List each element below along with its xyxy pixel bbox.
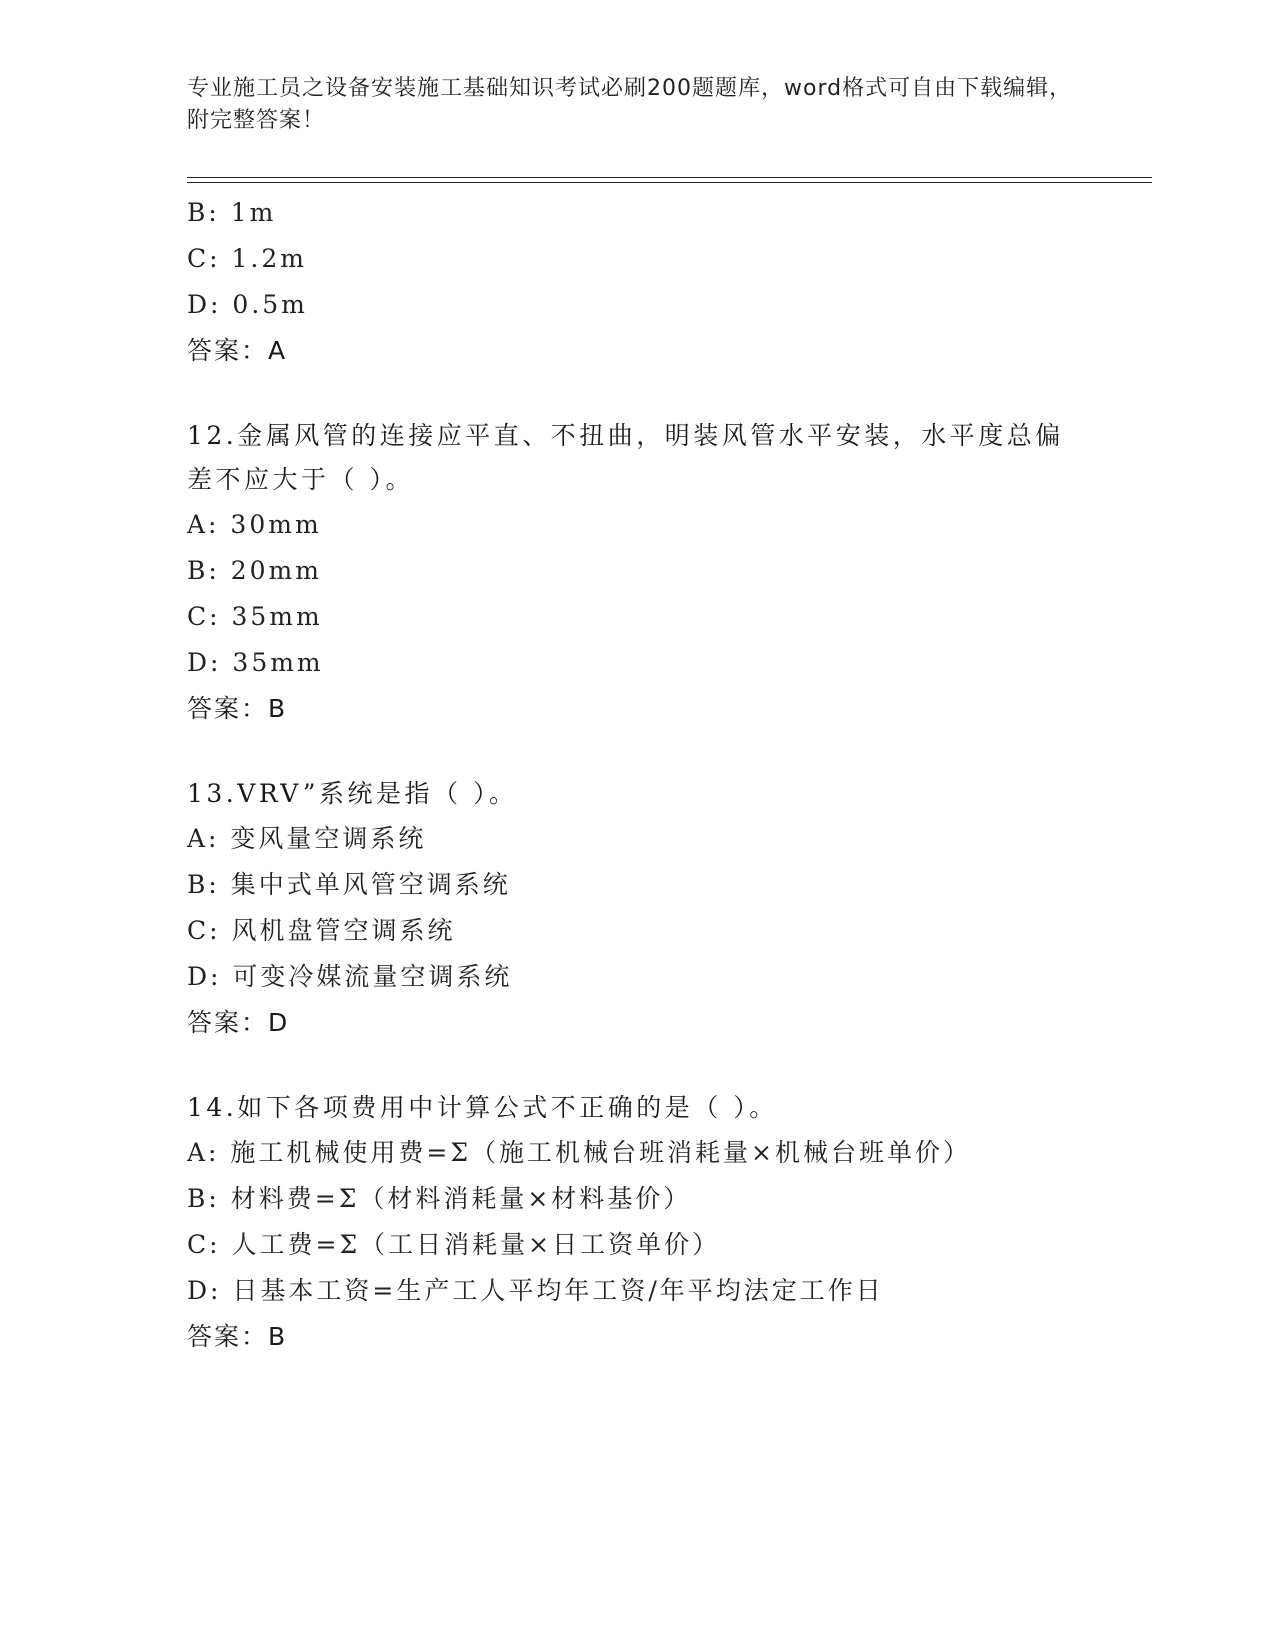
- answer-line: 答案：D: [187, 1008, 290, 1037]
- option-c: C: 风机盘管空调系统: [187, 916, 456, 945]
- question-text: 14.如下各项费用中计算公式不正确的是（ ）。: [187, 1093, 778, 1122]
- option-b: B: 材料费=Σ（材料消耗量×材料基价）: [187, 1184, 692, 1213]
- document-header-title: 专业施工员之设备安装施工基础知识考试必刷200题题库，word格式可自由下载编辑，附完整答案！: [187, 76, 1073, 133]
- answer-line: 答案：B: [187, 1322, 288, 1351]
- option-c: C: 1.2m: [187, 244, 307, 273]
- answer-line: 答案：B: [187, 694, 288, 723]
- option-c: C: 35mm: [187, 602, 323, 631]
- question-11-continuation: [187, 190, 1087, 374]
- question-text: 12.金属风管的连接应平直、不扭曲，明装风管水平安装，水平度总偏差不应大于（ ）。: [187, 421, 1064, 494]
- option-c: C: 人工费=Σ（工日消耗量×日工资单价）: [187, 1230, 721, 1259]
- option-b: B: 集中式单风管空调系统: [187, 870, 511, 899]
- option-a: A: 变风量空调系统: [187, 824, 427, 853]
- option-d: D: 0.5m: [187, 290, 308, 319]
- option-d: D: 35mm: [187, 648, 324, 677]
- answer-line: 答案：A: [187, 336, 288, 365]
- question-14: [187, 1086, 1087, 1360]
- question-content: [187, 190, 1087, 1360]
- option-d: D: 可变冷媒流量空调系统: [187, 962, 513, 991]
- option-a: A: 施工机械使用费=Σ（施工机械台班消耗量×机械台班单价）: [187, 1138, 971, 1167]
- header-rule-bottom: [187, 182, 1152, 183]
- question-13: [187, 772, 1087, 1046]
- header-rule-top: [187, 177, 1152, 178]
- option-d: D: 日基本工资=生产工人平均年工资/年平均法定工作日: [187, 1276, 884, 1305]
- question-12: [187, 414, 1087, 732]
- option-b: B: 1m: [187, 198, 277, 227]
- option-b: B: 20mm: [187, 556, 322, 585]
- question-text: 13.VRV”系统是指（ ）。: [187, 779, 518, 808]
- option-a: A: 30mm: [187, 510, 322, 539]
